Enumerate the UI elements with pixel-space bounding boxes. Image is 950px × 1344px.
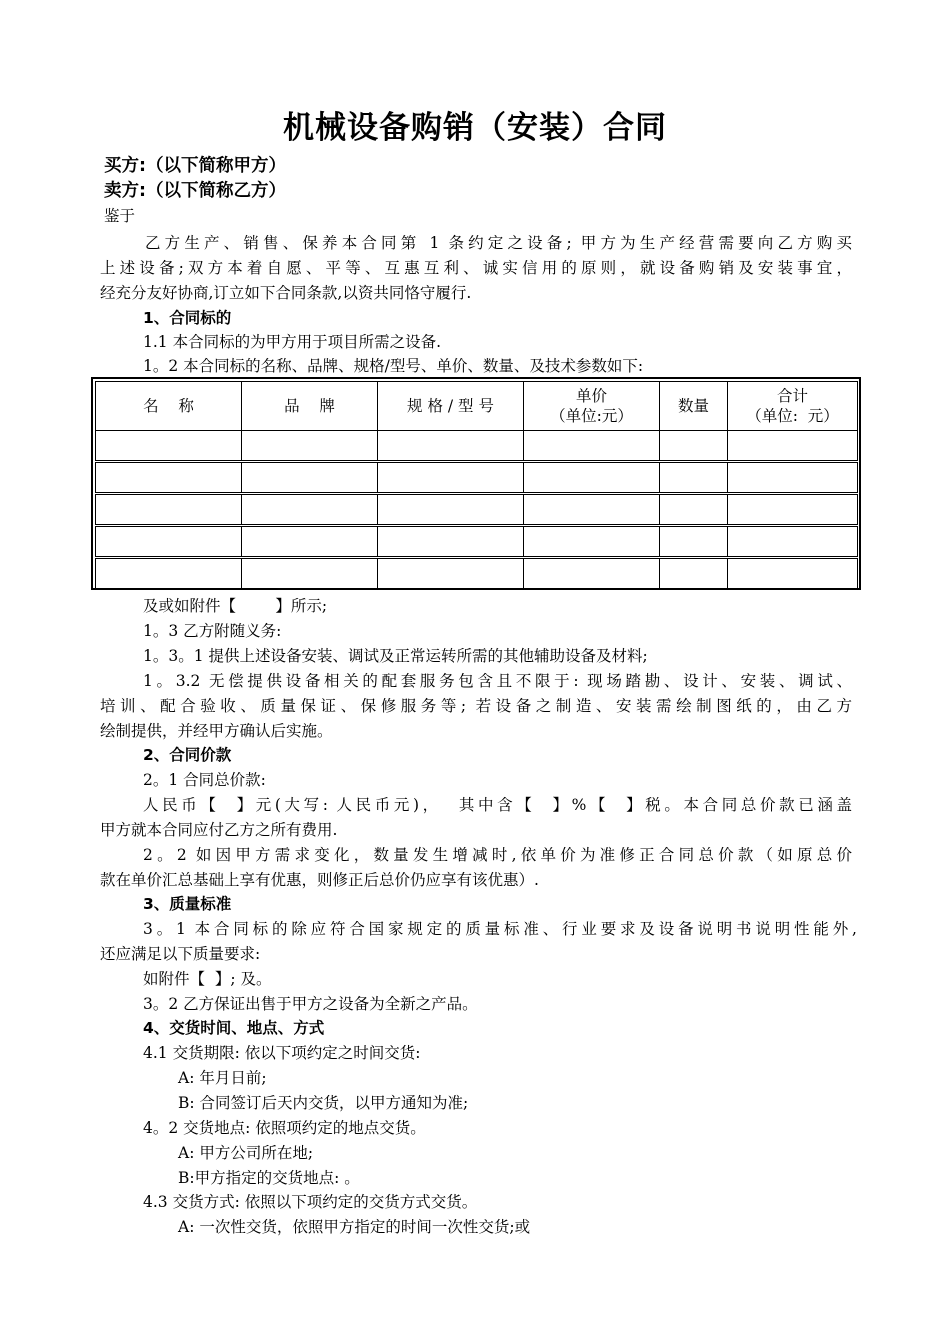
preamble-line-1: 乙方生产、销售、保养本合同第 1 条约定之设备; 甲方为生产经营需要向乙方购买: [145, 234, 852, 252]
table-cell: [378, 462, 524, 494]
clause-2-1-line-1: 人民币【 】元(大写: 人民币元)， 其中含【 】%【 】税。本合同总价款已涵盖: [143, 796, 852, 814]
table-cell: [660, 462, 728, 494]
clause-4-3-option-a: A: 一次性交货，依照甲方指定的时间一次性交货;或: [178, 1218, 531, 1236]
table-row: [96, 431, 858, 462]
section-1-heading: 1、合同标的: [143, 309, 232, 327]
table-cell: [378, 526, 524, 558]
clause-4-3: 4.3 交货方式: 依照以下项约定的交货方式交货。: [143, 1193, 478, 1211]
table-cell: [728, 526, 858, 558]
clause-1-3-2-line-2: 培训、配合验收、质量保证、保修服务等; 若设备之制造、安装需绘制图纸的，由乙方: [100, 697, 852, 715]
table-cell: [378, 494, 524, 526]
header-quantity: 数量: [660, 382, 728, 431]
table-row: [96, 494, 858, 526]
section-4-heading: 4、交货时间、地点、方式: [143, 1019, 325, 1037]
table-cell: [242, 494, 378, 526]
table-cell: [96, 494, 242, 526]
clause-2-1-line-2: 甲方就本合同应付乙方之所有费用.: [100, 821, 338, 839]
table-cell: [242, 558, 378, 589]
table-cell: [378, 558, 524, 589]
seller-line: 卖方:（以下简称乙方）: [104, 181, 286, 201]
equipment-table: [91, 377, 861, 590]
table-cell: [524, 526, 660, 558]
table-cell: [524, 462, 660, 494]
table-cell: [524, 558, 660, 589]
clause-3-1-attachment: 如附件【 】; 及。: [143, 970, 272, 988]
clause-3-1-line-2: 还应满足以下质量要求:: [100, 945, 261, 963]
header-brand: 品 牌: [242, 382, 378, 431]
table-cell: [660, 526, 728, 558]
table-cell: [242, 526, 378, 558]
clause-4-1: 4.1 交货期限: 依以下项约定之时间交货:: [143, 1044, 421, 1062]
table-cell: [96, 431, 242, 462]
table-row: [96, 526, 858, 558]
header-total-unit: （单位: 元）: [746, 407, 839, 425]
table-cell: [242, 462, 378, 494]
header-unit-price-unit: （单位:元）: [550, 407, 633, 425]
header-spec: 规 格 / 型 号: [378, 382, 524, 431]
section-2-heading: 2、合同价款: [143, 746, 232, 764]
table-cell: [242, 431, 378, 462]
table-cell: [728, 494, 858, 526]
table-cell: [524, 494, 660, 526]
clause-1-2: 1。2 本合同标的名称、品牌、规格/型号、单价、数量、及技术参数如下:: [143, 357, 644, 375]
table-row: [96, 558, 858, 589]
whereas-label: 鉴于: [104, 207, 136, 225]
preamble-line-3: 经充分友好协商,订立如下合同条款,以资共同恪守履行.: [100, 284, 472, 302]
clause-1-1: 1.1 本合同标的为甲方用于项目所需之设备.: [143, 333, 442, 351]
header-unit-price: [524, 382, 660, 431]
header-name: 名 称: [96, 382, 242, 431]
header-total-label: 合计: [776, 387, 808, 405]
table-cell: [660, 431, 728, 462]
table-cell: [660, 558, 728, 589]
header-unit-price-label: 单价: [575, 387, 607, 405]
clause-2-2-line-2: 款在单价汇总基础上享有优惠，则修正后总价仍应享有该优惠）.: [100, 871, 539, 889]
table-cell: [378, 431, 524, 462]
clause-4-2-option-a: A: 甲方公司所在地;: [178, 1144, 314, 1162]
clause-1-3: 1。3 乙方附随义务:: [143, 622, 282, 640]
clause-2-2-line-1: 2。2 如因甲方需求变化，数量发生增减时,依单价为准修正合同总价款（如原总价: [143, 846, 852, 864]
attachment-note: 及或如附件【 】所示;: [143, 597, 328, 615]
clause-4-2-option-b: B:甲方指定的交货地点: 。: [178, 1169, 360, 1187]
clause-4-2: 4。2 交货地点: 依照项约定的地点交货。: [143, 1119, 426, 1137]
table-cell: [96, 558, 242, 589]
clause-3-1-line-1: 3。1 本合同标的除应符合国家规定的质量标准、行业要求及设备说明书说明性能外,: [143, 920, 857, 938]
table-header-row: [96, 382, 858, 431]
table-row: [96, 462, 858, 494]
table-cell: [728, 462, 858, 494]
table-cell: [728, 558, 858, 589]
clause-1-3-2-line-1: 1。3.2 无偿提供设备相关的配套服务包含且不限于: 现场踏勘、设计、安装、调试、: [143, 672, 852, 690]
clause-2-1: 2。1 合同总价款:: [143, 771, 266, 789]
table-cell: [728, 431, 858, 462]
clause-1-3-2-line-3: 绘制提供，并经甲方确认后实施。: [100, 722, 333, 740]
buyer-line: 买方:（以下简称甲方）: [104, 156, 286, 176]
table-cell: [524, 431, 660, 462]
clause-4-1-option-b: B: 合同签订后天内交货，以甲方通知为准;: [178, 1094, 469, 1112]
header-total: [728, 382, 858, 431]
clause-3-2: 3。2 乙方保证出售于甲方之设备为全新之产品。: [143, 995, 478, 1013]
page-title: 机械设备购销（安装）合同: [283, 110, 667, 146]
clause-1-3-1: 1。3。1 提供上述设备安装、调试及正常运转所需的其他辅助设备及材料;: [143, 647, 648, 665]
table-cell: [96, 462, 242, 494]
preamble-line-2: 上述设备;双方本着自愿、平等、互惠互利、诚实信用的原则，就设备购销及安装事宜，: [100, 259, 852, 277]
section-3-heading: 3、质量标准: [143, 895, 232, 913]
clause-4-1-option-a: A: 年月日前;: [178, 1069, 267, 1087]
table-cell: [660, 494, 728, 526]
table-cell: [96, 526, 242, 558]
